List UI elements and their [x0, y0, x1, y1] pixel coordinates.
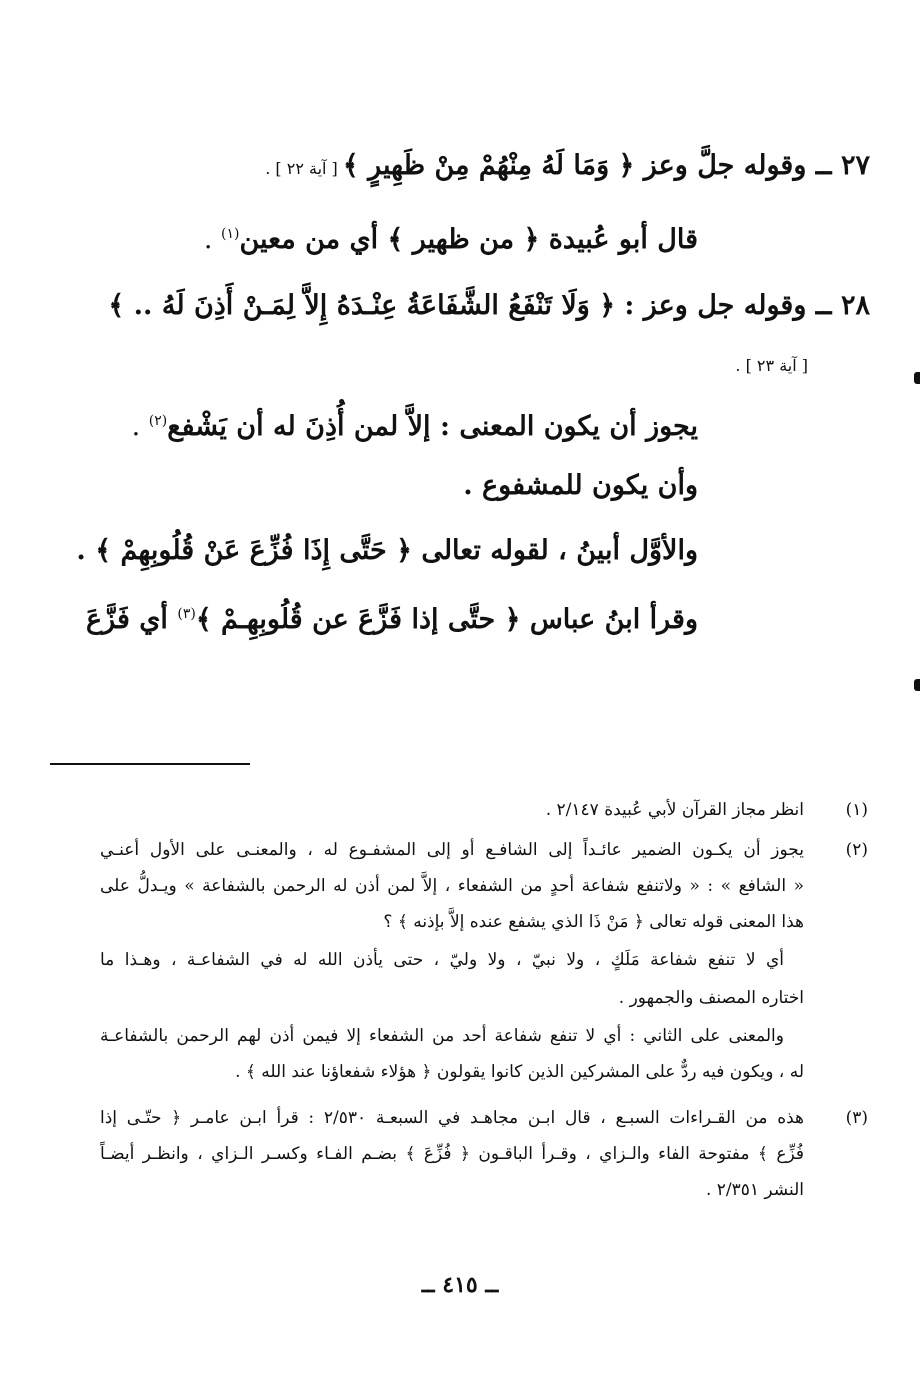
footnote-2-line-2: « الشافع » : « ولاتنفع شفاعة أحدٍ من الشفعاء ، إلاَّ لمن أذن له الرحمن بالشفاعة » ويـدلُّ على [100, 876, 804, 896]
ibn-abbas-tail: أي فَزَّعَ [85, 604, 178, 635]
scan-edge-mark-top [914, 372, 920, 384]
ibn-abbas-text: وقرأ ابنُ عباس ﴿ حتَّى إذا فَزَّعَ عن قُلُوبِهِـمْ ﴾ [195, 604, 698, 635]
page-number: ــ ٤١٥ ــ [421, 1272, 499, 1298]
meaning-line [40, 401, 698, 447]
verse-28-ref: [ آية ٢٣ ] . [735, 356, 808, 375]
abu-ubaida-tail: . [203, 224, 222, 255]
footnote-3-line-3: النشر ٢/٣٥١ . [705, 1180, 804, 1200]
first-clearer-line [40, 531, 698, 571]
footnote-number-3: (٣) [845, 1108, 868, 1128]
footnote-number-1: (١) [845, 800, 868, 820]
verse-28-text: ٢٨ ــ وقوله جل وعز : ﴿ وَلَا تَنْفَعُ الشَّفَاعَةُ عِنْـدَهُ إِلاَّ لِمَـنْ أَذِنَ لَهُ .. ﴾ [108, 290, 870, 321]
verse-28-line [40, 286, 870, 326]
footnote-2-line-1: يجوز أن يكـون الضمير عائـداً إلى الشافـع أو إلى المشفـوع له ، والمعنـى على الأول أعنـي [100, 840, 804, 860]
footnote-divider [50, 763, 250, 765]
verse-28-ref-line [40, 343, 808, 386]
abu-ubaida-text: قال أبو عُبيدة ﴿ من ظهير ﴾ أي من معين [239, 224, 698, 255]
meaning-tail: . [131, 411, 149, 442]
footnote-2-line-4: أي لا تنفع شفاعة مَلَكٍ ، ولا نبيّ ، ولا وليّ ، حتى يأذن الله له في الشفاعـة ، وهـذا ما [100, 950, 784, 970]
mashfu-line [40, 466, 698, 506]
footnote-2-line-7: له ، ويكون فيه ردٌّ على المشركين الذين كانوا يقولون ﴿ هؤلاء شفعاؤنا عند الله ﴾ . [235, 1062, 804, 1082]
footnote-1-line: انظر مجاز القرآن لأبي عُبيدة ٢/١٤٧ . [545, 800, 804, 820]
verse-27-text: ٢٧ ــ وقوله جلَّ وعز ﴿ وَمَا لَهُ مِنْهُمْ مِنْ ظَهِيرٍ ﴾ [342, 150, 870, 181]
footnote-2-line-6: والمعنى على الثاني : أي لا تنفع شفاعة أحد من الشفعاء إلا فيمن أذن لهم الرحمن بالشفاعـة [100, 1026, 784, 1046]
verse-27-ref: [ آية ٢٢ ] . [265, 159, 343, 178]
footnote-ref-2: (٢) [148, 413, 168, 429]
mashfu-text: وأن يكون للمشفوع . [463, 470, 698, 501]
footnote-2-line-5: اختاره المصنف والجمهور . [618, 988, 804, 1008]
meaning-text: يجوز أن يكون المعنى : إلاَّ لمن أُذِنَ له أن يَشْفع [167, 411, 698, 442]
footnote-ref-3: (٣) [177, 606, 196, 622]
first-clearer-text: والأوَّل أبينُ ، لقوله تعالى ﴿ حَتَّى إِذَا فُزِّعَ عَنْ قُلُوبِهِمْ ﴾ . [76, 535, 698, 566]
verse-27-line [40, 146, 870, 189]
footnote-number-2: (٢) [845, 840, 868, 860]
footnote-3-line-2: فُزِّع ﴾ مفتوحة الفاء والـزاي ، وقـرأ الباقـون ﴿ فُزِّعَ ﴾ بضـم الفـاء وكسـر الـزاي ، وانظـر أيضـاً [100, 1144, 804, 1164]
footnote-2-line-3: هذا المعنى قوله تعالى ﴿ مَنْ ذَا الذي يشفع عنده إلاَّ بإذنه ﴾ ؟ [383, 912, 804, 932]
abu-ubaida-line [40, 214, 698, 260]
ibn-abbas-line [40, 594, 698, 640]
footnote-ref-1: (١) [221, 226, 240, 242]
scan-edge-mark-bottom [914, 679, 920, 691]
footnote-3-line-1: هذه من القـراءات السبـع ، قال ابـن مجاهـد في السبعـة ٢/٥٣٠ : قرأ ابـن عامـر ﴿ حتّـى إذا [100, 1108, 804, 1128]
